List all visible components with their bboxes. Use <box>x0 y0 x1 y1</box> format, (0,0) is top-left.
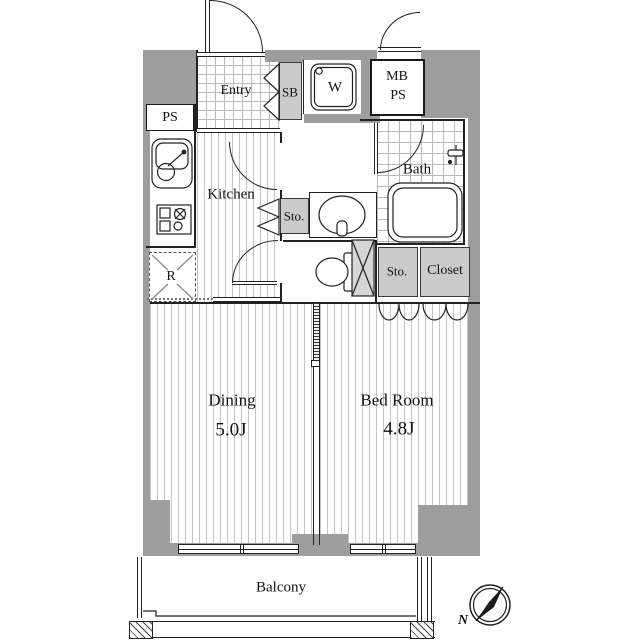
compass-north-label: N <box>457 613 469 628</box>
washer-label: W <box>327 79 343 96</box>
shower-icon <box>448 145 463 165</box>
shoe-box-door-marks <box>264 64 279 120</box>
kitchen-label: Kitchen <box>207 186 255 203</box>
stove-icon <box>157 205 191 234</box>
bedroom-name-label: Bed Room <box>360 390 434 410</box>
kitchen-sink-icon <box>152 139 192 188</box>
wash-basin-icon <box>319 196 365 236</box>
shoe-box-label: SB <box>282 84 298 100</box>
balcony-floor-edge <box>143 611 416 616</box>
refrigerator-label: R <box>166 269 176 284</box>
toilet-cabinet-icon <box>352 240 374 296</box>
closet-folding-doors <box>379 304 468 320</box>
hall-storage-door-marks <box>258 199 279 235</box>
dining-size-label: 5.0J <box>215 419 247 441</box>
toilet-icon <box>316 253 353 291</box>
dining-name-label: Dining <box>208 390 256 410</box>
pipe-space-label: PS <box>162 110 178 125</box>
closet-label: Closet <box>427 263 463 278</box>
balcony-label: Balcony <box>256 579 306 596</box>
meter-box-label-line1: MB <box>386 69 408 84</box>
bedroom-size-label: 4.8J <box>383 418 415 440</box>
entry-label: Entry <box>220 83 252 98</box>
meter-box-label-line2: PS <box>390 88 406 103</box>
compass-icon <box>470 585 510 625</box>
hall-storage-label: Sto. <box>283 208 305 224</box>
bath-label: Bath <box>402 161 432 178</box>
bathtub-icon <box>388 183 462 242</box>
bedroom-storage-label: Sto. <box>386 263 408 279</box>
